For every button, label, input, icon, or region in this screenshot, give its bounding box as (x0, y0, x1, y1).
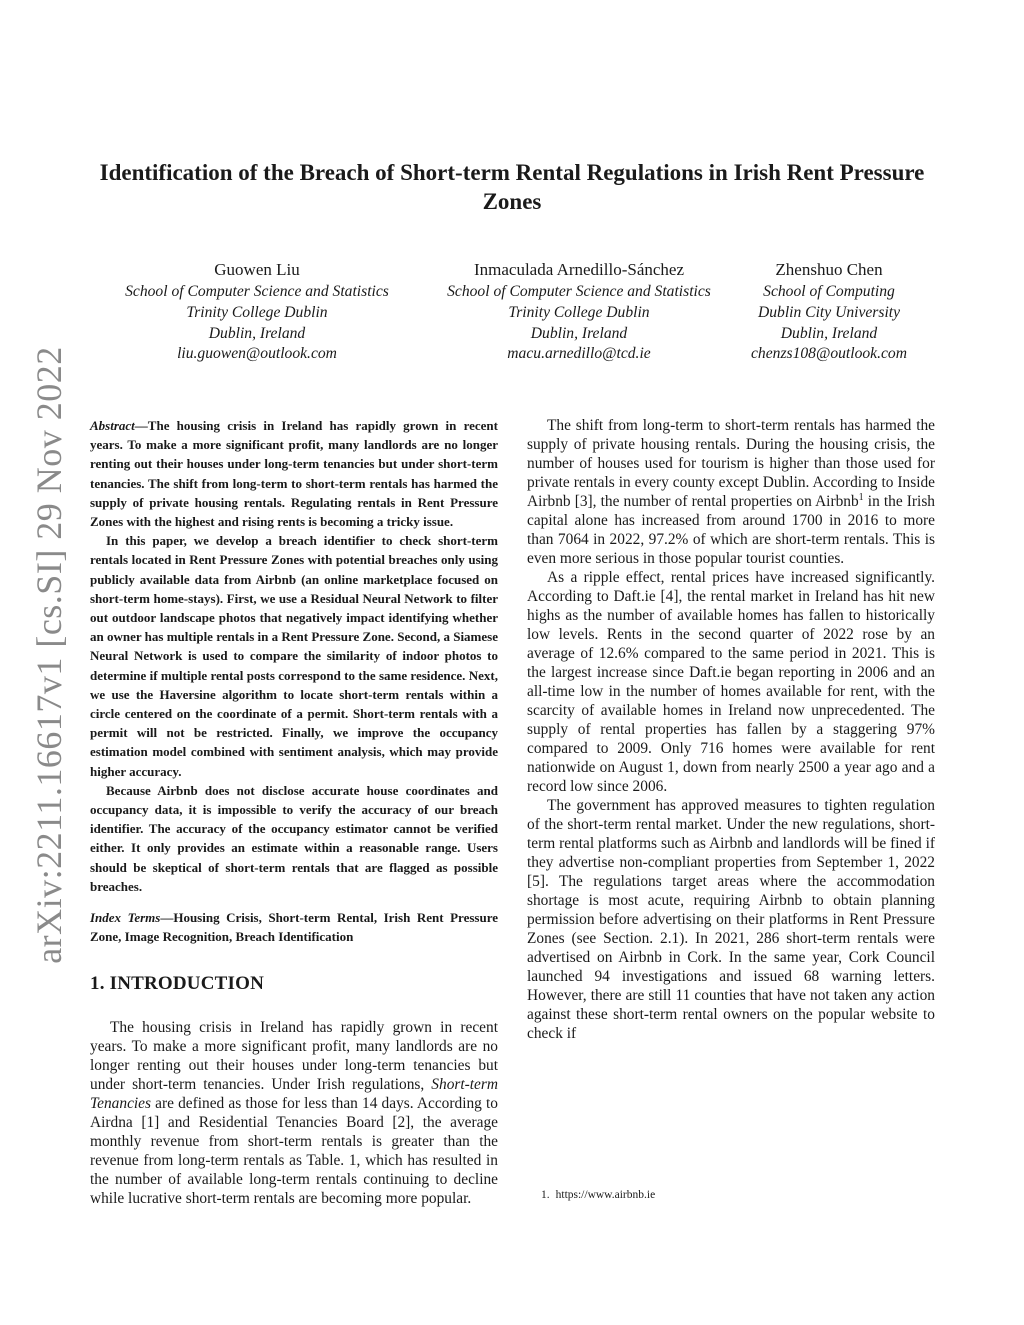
intro-text: are defined as those for less than 14 days. According to Airdna [1] and Residential Tenancies Board [2], the average monthly revenue from short-term rentals is greater than the revenue from long-term rentals as Table. 1, which has resulted in the number of available long-term rentals continuing to decline while lucrative short-term rentals are becoming more popular. (90, 1095, 498, 1208)
author-name: Inmaculada Arnedillo-Sánchez (473, 260, 685, 279)
intro-emphasis: Short-term Tenancies (90, 1076, 498, 1113)
intro-text: The shift from long-term to short-term rentals has harmed the supply of private housing rentals. During the housing crisis, the number of houses used for tourism is higher than those used for private rentals in every county except Dublin. According to Inside Airbnb [3], the number of rental properties on Airbnb (527, 417, 935, 510)
author-email: liu.guowen@outlook.com (177, 345, 337, 363)
paper-title: Identification of the Breach of Short-term Rental Regulations in Irish Rent Pressure Zones (99, 160, 925, 214)
intro-paragraph-3: As a ripple effect, rental prices have increased significantly. According to Daft.ie [4], the rental market in Ireland has hit new highs as the number of available homes has fallen to historically low levels. Rents in the second quarter of 2022 rose by an average of 12.6% compared to the same period in 2021. This is the largest increase since Daft.ie began reporting in 2006 and an all-time low in the number of homes available for rent, with the scarcity of available homes in Ireland now unprecedented. The supply of rental properties has fallen by a staggering 97% compared to 2009. Only 716 homes were available for rent nationwide on August 1, down from nearly 2500 a year ago and a record low since 2006. (527, 569, 935, 795)
arxiv-id: arXiv:2211.16617v1 [cs.SI] 29 Nov 2022 (29, 346, 70, 964)
arxiv-watermark (18, 346, 80, 964)
footnote (527, 1188, 935, 1203)
index-terms-label: Index Terms (90, 910, 161, 926)
author-email: macu.arnedillo@tcd.ie (507, 345, 651, 363)
author-location: Dublin, Ireland (208, 324, 306, 342)
footnote-marker: 1 (858, 491, 864, 503)
right-column (527, 416, 935, 1043)
abstract-paragraph-1 (90, 416, 498, 531)
author-inst: Trinity College Dublin (186, 303, 328, 321)
intro-text: in the Irish capital alone has increased from around 1700 in 2016 to more than 7064 in 2022, 97.2% of which are short-term rentals. This is even more serious in those popular tourist counties. (527, 493, 936, 567)
intro-paragraph-1 (90, 1018, 498, 1208)
intro-body-left (90, 1018, 498, 1208)
section-heading-introduction: 1. INTRODUCTION (90, 973, 265, 995)
index-terms-paragraph (90, 908, 498, 946)
abstract-text: —The housing crisis in Ireland has rapidly grown in recent years. To make a more significant profit, many landlords are no longer renting out their houses under long-term tenancies but under short-term tenancies. The shift from long-term to short-term rentals has harmed the supply of private housing rentals. Regulating rentals in Rent Pressure Zones with the highest and rising rents is becoming a tricky issue. (90, 418, 498, 530)
author-inst: Trinity College Dublin (508, 303, 650, 321)
author-name: Guowen Liu (214, 260, 300, 279)
index-terms-text: —Housing Crisis, Short-term Rental, Irish Rent Pressure Zone, Image Recognition, Breach Identification (90, 910, 498, 945)
footnote-text: https://www.airbnb.ie (555, 1189, 656, 1201)
author-email: chenzs108@outlook.com (751, 345, 907, 363)
author-name: Zhenshuo Chen (775, 260, 883, 279)
intro-paragraph-4: The government has approved measures to tighten regulation of the short-term rental market. Under the new regulations, short-term rental platforms such as Airbnb and landlords will be fined if they advertise non-compliant properties from September 1, 2022 [5]. The regulations target areas where the accommodation shortage is most acute, requiring Airbnb to obtain planning permission before advertising on their platforms in Rent Pressure Zones (see Section. 2.1). In 2021, 286 short-term rentals were advertised on Airbnb in Cork. In the same year, Cork Council launched 94 investigations and issued 68 warning letters. However, there are still 11 counties that have not taken any action against these short-term rental owners on the popular website to check if (527, 797, 935, 1042)
intro-paragraph-2 (527, 416, 935, 568)
abstract-paragraph-3: Because Airbnb does not disclose accurate house coordinates and occupancy data, it is impossible to verify the accuracy of our breach identifier. The accuracy of the occupancy estimator cannot be verified either. It only provides an estimate within a reasonable range. Users should be skeptical of short-term rentals that are flagged as possible breaches. (90, 782, 498, 894)
abstract-paragraph-2: In this paper, we develop a breach identifier to check short-term rentals located in Rent Pressure Zones with potential breaches only using publicly available data from Airbnb (an online marketplace focused on short-term home-stays). First, we use a Residual Neural Network to filter out outdoor landscape photos that negatively impact identifying whether an owner has multiple rentals in a Rent Pressure Zone. Second, a Siamese Neural Network is used to compare the similarity of indoor photos to determine if multiple rental posts correspond to the same residence. Next, we use the Haversine algorithm to locate short-term rentals within a circle centered on the coordinate of a permit. Short-term rentals with a permit will not be restricted. Finally, we improve the occupancy estimation model combined with sentiment analysis, which may provide higher accuracy. (90, 533, 498, 779)
abstract (90, 416, 498, 896)
author-dept: School of Computer Science and Statistics (447, 283, 711, 300)
author-3 (738, 258, 920, 365)
abstract-label: Abstract (90, 418, 135, 433)
left-column (90, 416, 498, 1208)
footnote-number: 1. (541, 1189, 550, 1201)
author-dept: School of Computer Science and Statistics (125, 283, 389, 300)
author-inst: Dublin City University (757, 303, 901, 321)
intro-text: The housing crisis in Ireland has rapidly grown in recent years. To make a more significant profit, many landlords are no longer renting out their houses under long-term tenancies but under short-term tenancies. Under Irish regulations, (90, 1019, 498, 1094)
author-location: Dublin, Ireland (530, 324, 628, 342)
author-location: Dublin, Ireland (780, 324, 878, 342)
author-1 (102, 258, 412, 365)
author-2 (424, 258, 734, 365)
author-dept: School of Computing (763, 283, 895, 300)
index-terms (90, 908, 498, 946)
